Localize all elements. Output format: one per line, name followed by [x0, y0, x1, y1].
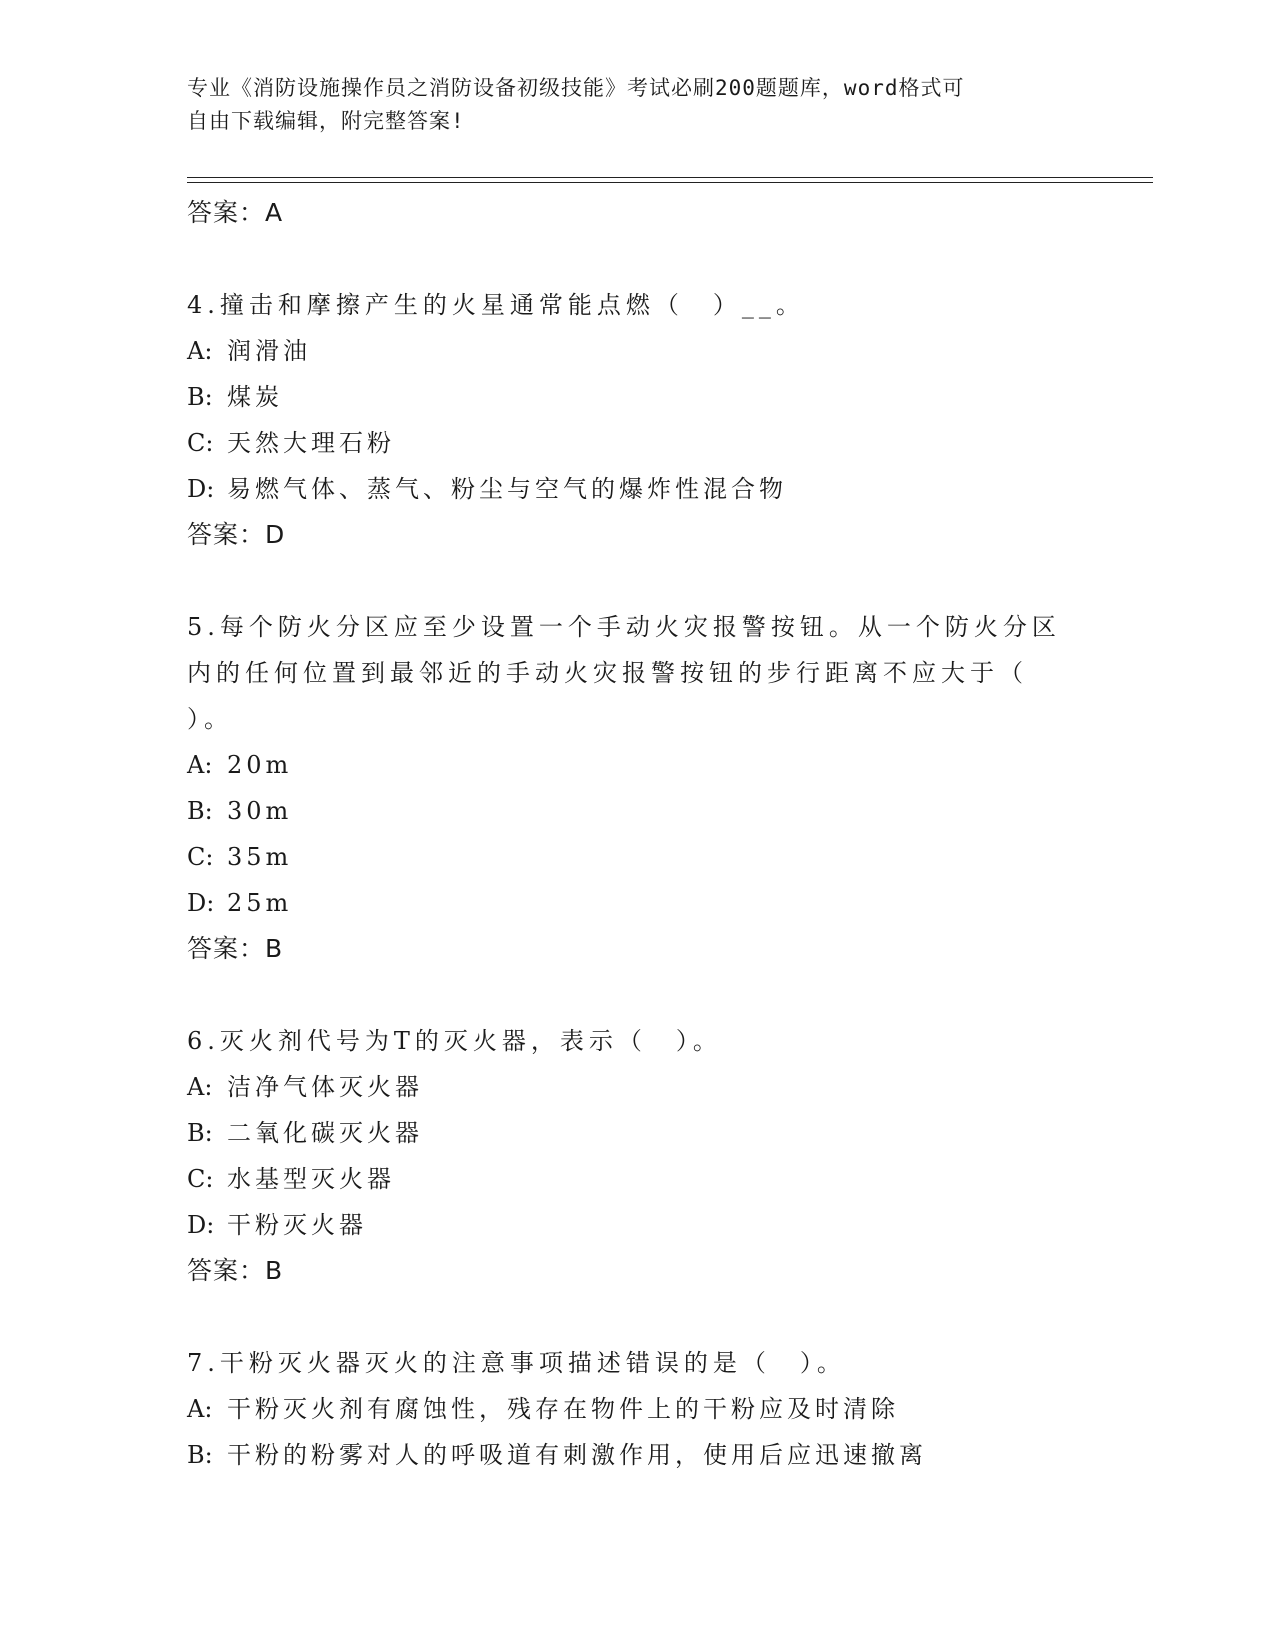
spacer [187, 1294, 1107, 1340]
question-4-option-c [187, 420, 1107, 466]
header-line-1: 专业《消防设施操作员之消防设备初级技能》考试必刷200题题库，word格式可 [187, 76, 965, 100]
question-4-text: 4.撞击和摩擦产生的火星通常能点燃（ ）__。 [187, 291, 805, 319]
header-divider-top [187, 177, 1153, 178]
question-7 [187, 1340, 1107, 1478]
option-text: 20m [227, 751, 293, 779]
header-line-2: 自由下载编辑，附完整答案! [187, 109, 465, 133]
option-letter: A: [187, 1073, 213, 1101]
question-6-option-b [187, 1110, 1107, 1156]
option-letter: D: [187, 889, 215, 917]
question-4-option-d [187, 466, 1107, 512]
option-letter: B: [187, 383, 213, 411]
question-4-option-a [187, 328, 1107, 374]
question-6-option-d [187, 1202, 1107, 1248]
spacer [187, 558, 1107, 604]
option-letter: C: [187, 429, 214, 457]
question-5-text-line-2: 内的任何位置到最邻近的手动火灾报警按钮的步行距离不应大于（ [187, 659, 1028, 687]
option-text: 35m [227, 843, 293, 871]
question-6-option-a [187, 1064, 1107, 1110]
option-text: 天然大理石粉 [227, 429, 395, 457]
option-text: 二氧化碳灭火器 [227, 1119, 423, 1147]
question-6-option-c [187, 1156, 1107, 1202]
option-text: 干粉的粉雾对人的呼吸道有刺激作用，使用后应迅速撤离 [227, 1441, 927, 1469]
option-text: 煤炭 [227, 383, 283, 411]
option-letter: D: [187, 1211, 215, 1239]
option-letter: D: [187, 475, 215, 503]
option-text: 易燃气体、蒸气、粉尘与空气的爆炸性混合物 [227, 475, 787, 503]
option-text: 水基型灭火器 [227, 1165, 395, 1193]
question-5-option-b [187, 788, 1107, 834]
option-text: 30m [227, 797, 293, 825]
spacer [187, 972, 1107, 1018]
option-text: 润滑油 [227, 337, 311, 365]
spacer [187, 236, 1107, 282]
question-5 [187, 604, 1107, 972]
question-5-option-c [187, 834, 1107, 880]
document-header [187, 72, 1067, 138]
answer-6: 答案：B [187, 1256, 284, 1285]
option-letter: B: [187, 1441, 213, 1469]
answer-4: 答案：D [187, 520, 286, 549]
question-5-text-line-1: 5.每个防火分区应至少设置一个手动火灾报警按钮。从一个防火分区 [187, 613, 1061, 641]
question-5-text-line-3: ）。 [187, 705, 233, 733]
option-letter: A: [187, 751, 213, 779]
option-letter: B: [187, 797, 213, 825]
option-letter: C: [187, 1165, 214, 1193]
question-7-option-b [187, 1432, 1107, 1478]
option-text: 洁净气体灭火器 [227, 1073, 423, 1101]
option-letter: C: [187, 843, 214, 871]
question-4-option-b [187, 374, 1107, 420]
question-5-option-a [187, 742, 1107, 788]
question-4 [187, 282, 1107, 558]
question-7-text: 7.干粉灭火器灭火的注意事项描述错误的是（ ）。 [187, 1349, 846, 1377]
option-text: 干粉灭火器 [227, 1211, 367, 1239]
answer-5: 答案：B [187, 934, 284, 963]
question-6 [187, 1018, 1107, 1294]
question-7-option-a [187, 1386, 1107, 1432]
option-letter: A: [187, 337, 213, 365]
option-text: 25m [227, 889, 293, 917]
question-list [187, 190, 1107, 1478]
option-letter: B: [187, 1119, 213, 1147]
option-letter: A: [187, 1395, 213, 1423]
answer-3: 答案：A [187, 198, 284, 227]
question-5-option-d [187, 880, 1107, 926]
option-text: 干粉灭火剂有腐蚀性，残存在物件上的干粉应及时清除 [227, 1395, 899, 1423]
header-divider-bottom [187, 182, 1153, 183]
question-6-text: 6.灭火剂代号为T的灭火器，表示（ ）。 [187, 1027, 722, 1055]
